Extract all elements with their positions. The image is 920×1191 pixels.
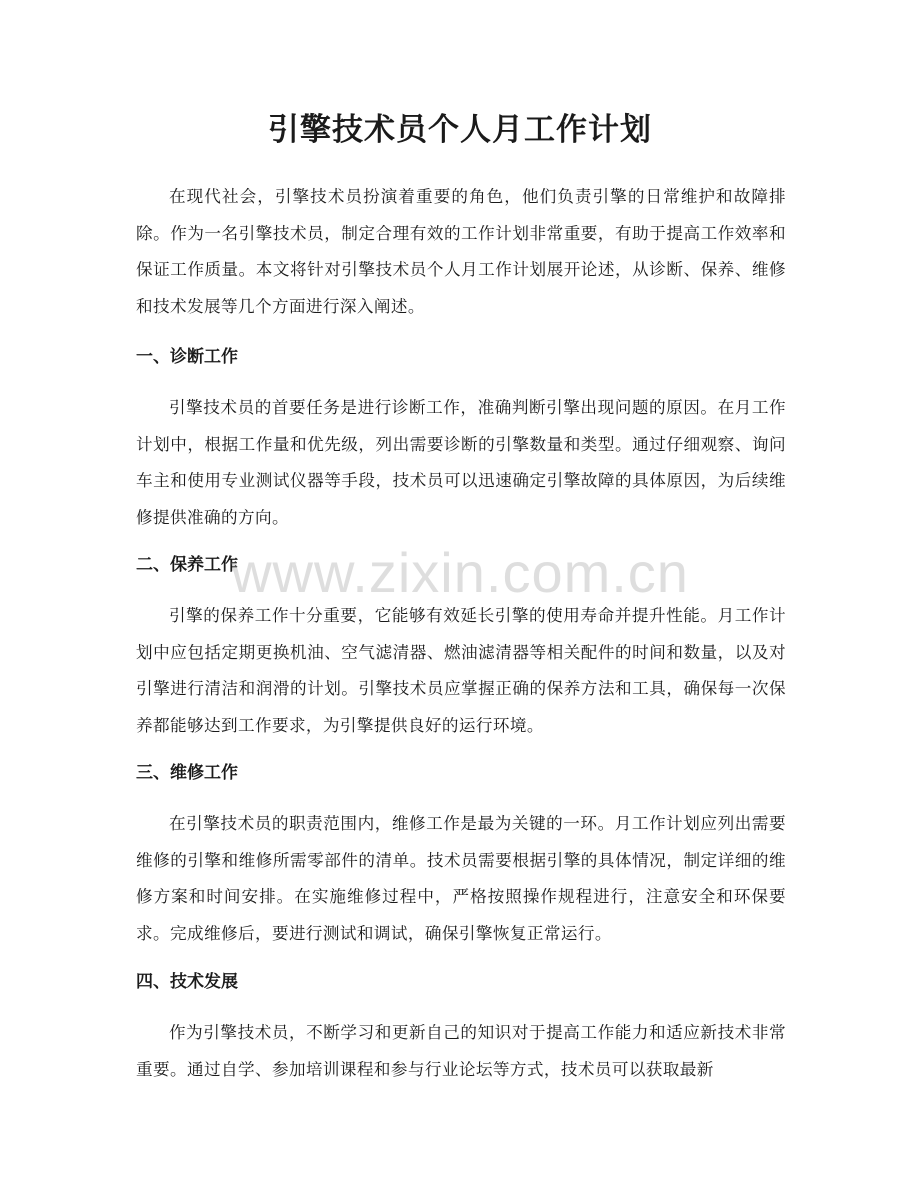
section-body-maintenance: 引擎的保养工作十分重要，它能够有效延长引擎的使用寿命并提升性能。月工作计划中应包括定期更换机油、空气滤清器、燃油滤清器等相关配件的时间和数量，以及对引擎进行清洁和润滑的计划。引擎技术员应掌握正确的保养方法和工具，确保每一次保养都能够达到工作要求，为引擎提供良好的运行环境。 (136, 606, 786, 736)
section-heading-repair: 三、维修工作 (136, 763, 238, 783)
intro-paragraph: 在现代社会，引擎技术员扮演着重要的角色，他们负责引擎的日常维护和故障排除。作为一名引擎技术员，制定合理有效的工作计划非常重要，有助于提高工作效率和保证工作质量。本文将针对引擎技术员个人月工作计划展开论述，从诊断、保养、维修和技术发展等几个方面进行深入阐述。 (136, 187, 786, 317)
watermark-text: www.zixin.com.cn (231, 541, 689, 604)
section-heading-maintenance: 二、保养工作 (136, 555, 238, 575)
section-heading-diagnosis: 一、诊断工作 (136, 347, 238, 367)
section-body-diagnosis: 引擎技术员的首要任务是进行诊断工作，准确判断引擎出现问题的原因。在月工作计划中，根据工作量和优先级，列出需要诊断的引擎数量和类型。通过仔细观察、询问车主和使用专业测试仪器等手段，技术员可以迅速确定引擎故障的具体原因，为后续维修提供准确的方向。 (136, 398, 786, 528)
document-title: 引擎技术员个人月工作计划 (268, 112, 652, 148)
section-body-repair: 在引擎技术员的职责范围内，维修工作是最为关键的一环。月工作计划应列出需要维修的引擎和维修所需零部件的清单。技术员需要根据引擎的具体情况，制定详细的维修方案和时间安排。在实施维修过程中，严格按照操作规程进行，注意安全和环保要求。完成维修后，要进行测试和调试，确保引擎恢复正常运行。 (136, 814, 786, 944)
section-heading-tech-development: 四、技术发展 (136, 972, 238, 992)
section-body-tech-development: 作为引擎技术员，不断学习和更新自己的知识对于提高工作能力和适应新技术非常重要。通过自学、参加培训课程和参与行业论坛等方式，技术员可以获取最新 (136, 1023, 786, 1079)
